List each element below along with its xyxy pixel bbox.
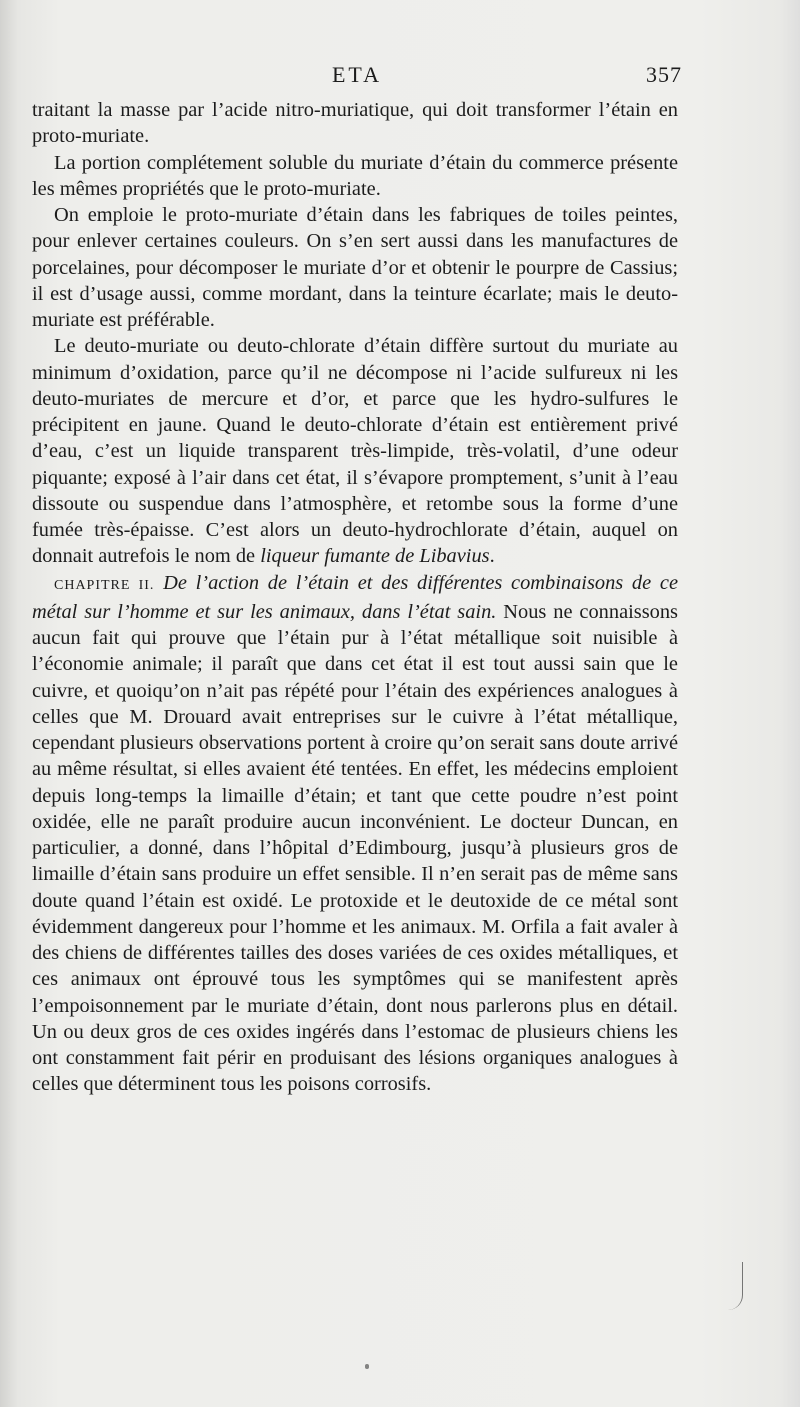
deuto-muriate-text: Le deuto-muriate ou deuto-chlorate d’étain diffère surtout du muriate au minimum d’oxidation, parce qu’il ne décompose ni l’acide sulfureux ni les deuto-muriates de mercure et d’or, et parce que les hydro-sulfures le précipitent en jaune. Quand le deuto-chlorate d’étain est entièrement privé d’eau, c’est un liquide transparent très-limpide, très-volatil, d’une odeur piquante; exposé à l’air dans cet état, il s’évapore promptement, s’unit à l’eau dissoute ou suspendue dans l’atmosphère, et retombe sous la forme d’une fumée très-épaisse. C’est alors un deuto-hydrochlorate d’étain, auquel on donnait autrefois le nom de — [32, 335, 678, 568]
paragraph-deuto-muriate — [32, 333, 678, 569]
libavius-term: liqueur fumante de Libavius — [260, 545, 490, 568]
ink-speck — [365, 1364, 369, 1369]
margin-mark — [728, 1262, 743, 1310]
body-text — [32, 97, 678, 1098]
page-header — [32, 62, 682, 92]
running-head: ETA — [331, 62, 382, 87]
chapter-body: Nous ne connaissons aucun fait qui prouve que l’étain pur à l’état métallique soit nuisible à l’économie animale; il paraît que dans cet état il est tout aussi sain que le cuivre, et quoiqu’on n’ait pas répété pour l’étain des expériences analogues à celles que M. Drouard avait entreprises sur le cuivre à l’état métallique, cependant plusieurs observations portent à croire qu’on serait sans doute arrivé au même résultat, si elles avaient été tentées. En effet, les médecins emploient depuis long-temps la limaille d’étain; et tant que cette poudre n’est point oxidée, elle ne paraît produire aucun inconvénient. Le docteur Duncan, en particulier, a donné, dans l’hôpital d’Edimbourg, jusqu’à plusieurs gros de limaille d’étain sans produire un effet sensible. Il n’en serait pas de même sans doute quand l’étain est oxidé. Le protoxide et le deutoxide de ce métal sont évidemment dangereux pour l’homme et les animaux. M. Orfila a fait avaler à des chiens de différentes tailles des doses variées de ces oxides métalliques, et ces animaux ont éprouvé tous les symptômes qui se manifestent après l’empoisonnement par le muriate d’étain, dont nous parlerons plus en détail. Un ou deux gros de ces oxides ingérés dans l’estomac de plusieurs chiens les ont constamment fait périr en produisant des lésions organiques analogues à celles que déterminent tous les poisons corrosifs. — [32, 600, 678, 1096]
paragraph-continued: traitant la masse par l’acide nitro-muriatique, qui doit transformer l’étain en proto-muriate. — [32, 99, 678, 148]
deuto-muriate-end: . — [489, 545, 495, 568]
paragraph-soluble-portion: La portion complétement soluble du muriate d’étain du commerce présente les mêmes propriétés que le proto-muriate. — [32, 151, 678, 200]
chapter-title: De l’action de l’étain et des différentes combinaisons de ce métal sur l’homme et sur les animaux, dans l’état sain. — [32, 571, 678, 623]
paragraph-uses: On emploie le proto-muriate d’étain dans les fabriques de toiles peintes, pour enlever certaines couleurs. On s’en sert aussi dans les manufactures de porcelaines, pour décomposer le muriate d’or et obtenir le pourpre de Cassius; il est d’usage aussi, comme mordant, dans la teinture écarlate; mais le deuto-muriate est préférable. — [32, 204, 678, 331]
chapter-label: CHAPITRE II. — [54, 577, 155, 593]
page-number: 357 — [646, 62, 682, 87]
paragraph-chapter-two — [32, 570, 678, 1098]
